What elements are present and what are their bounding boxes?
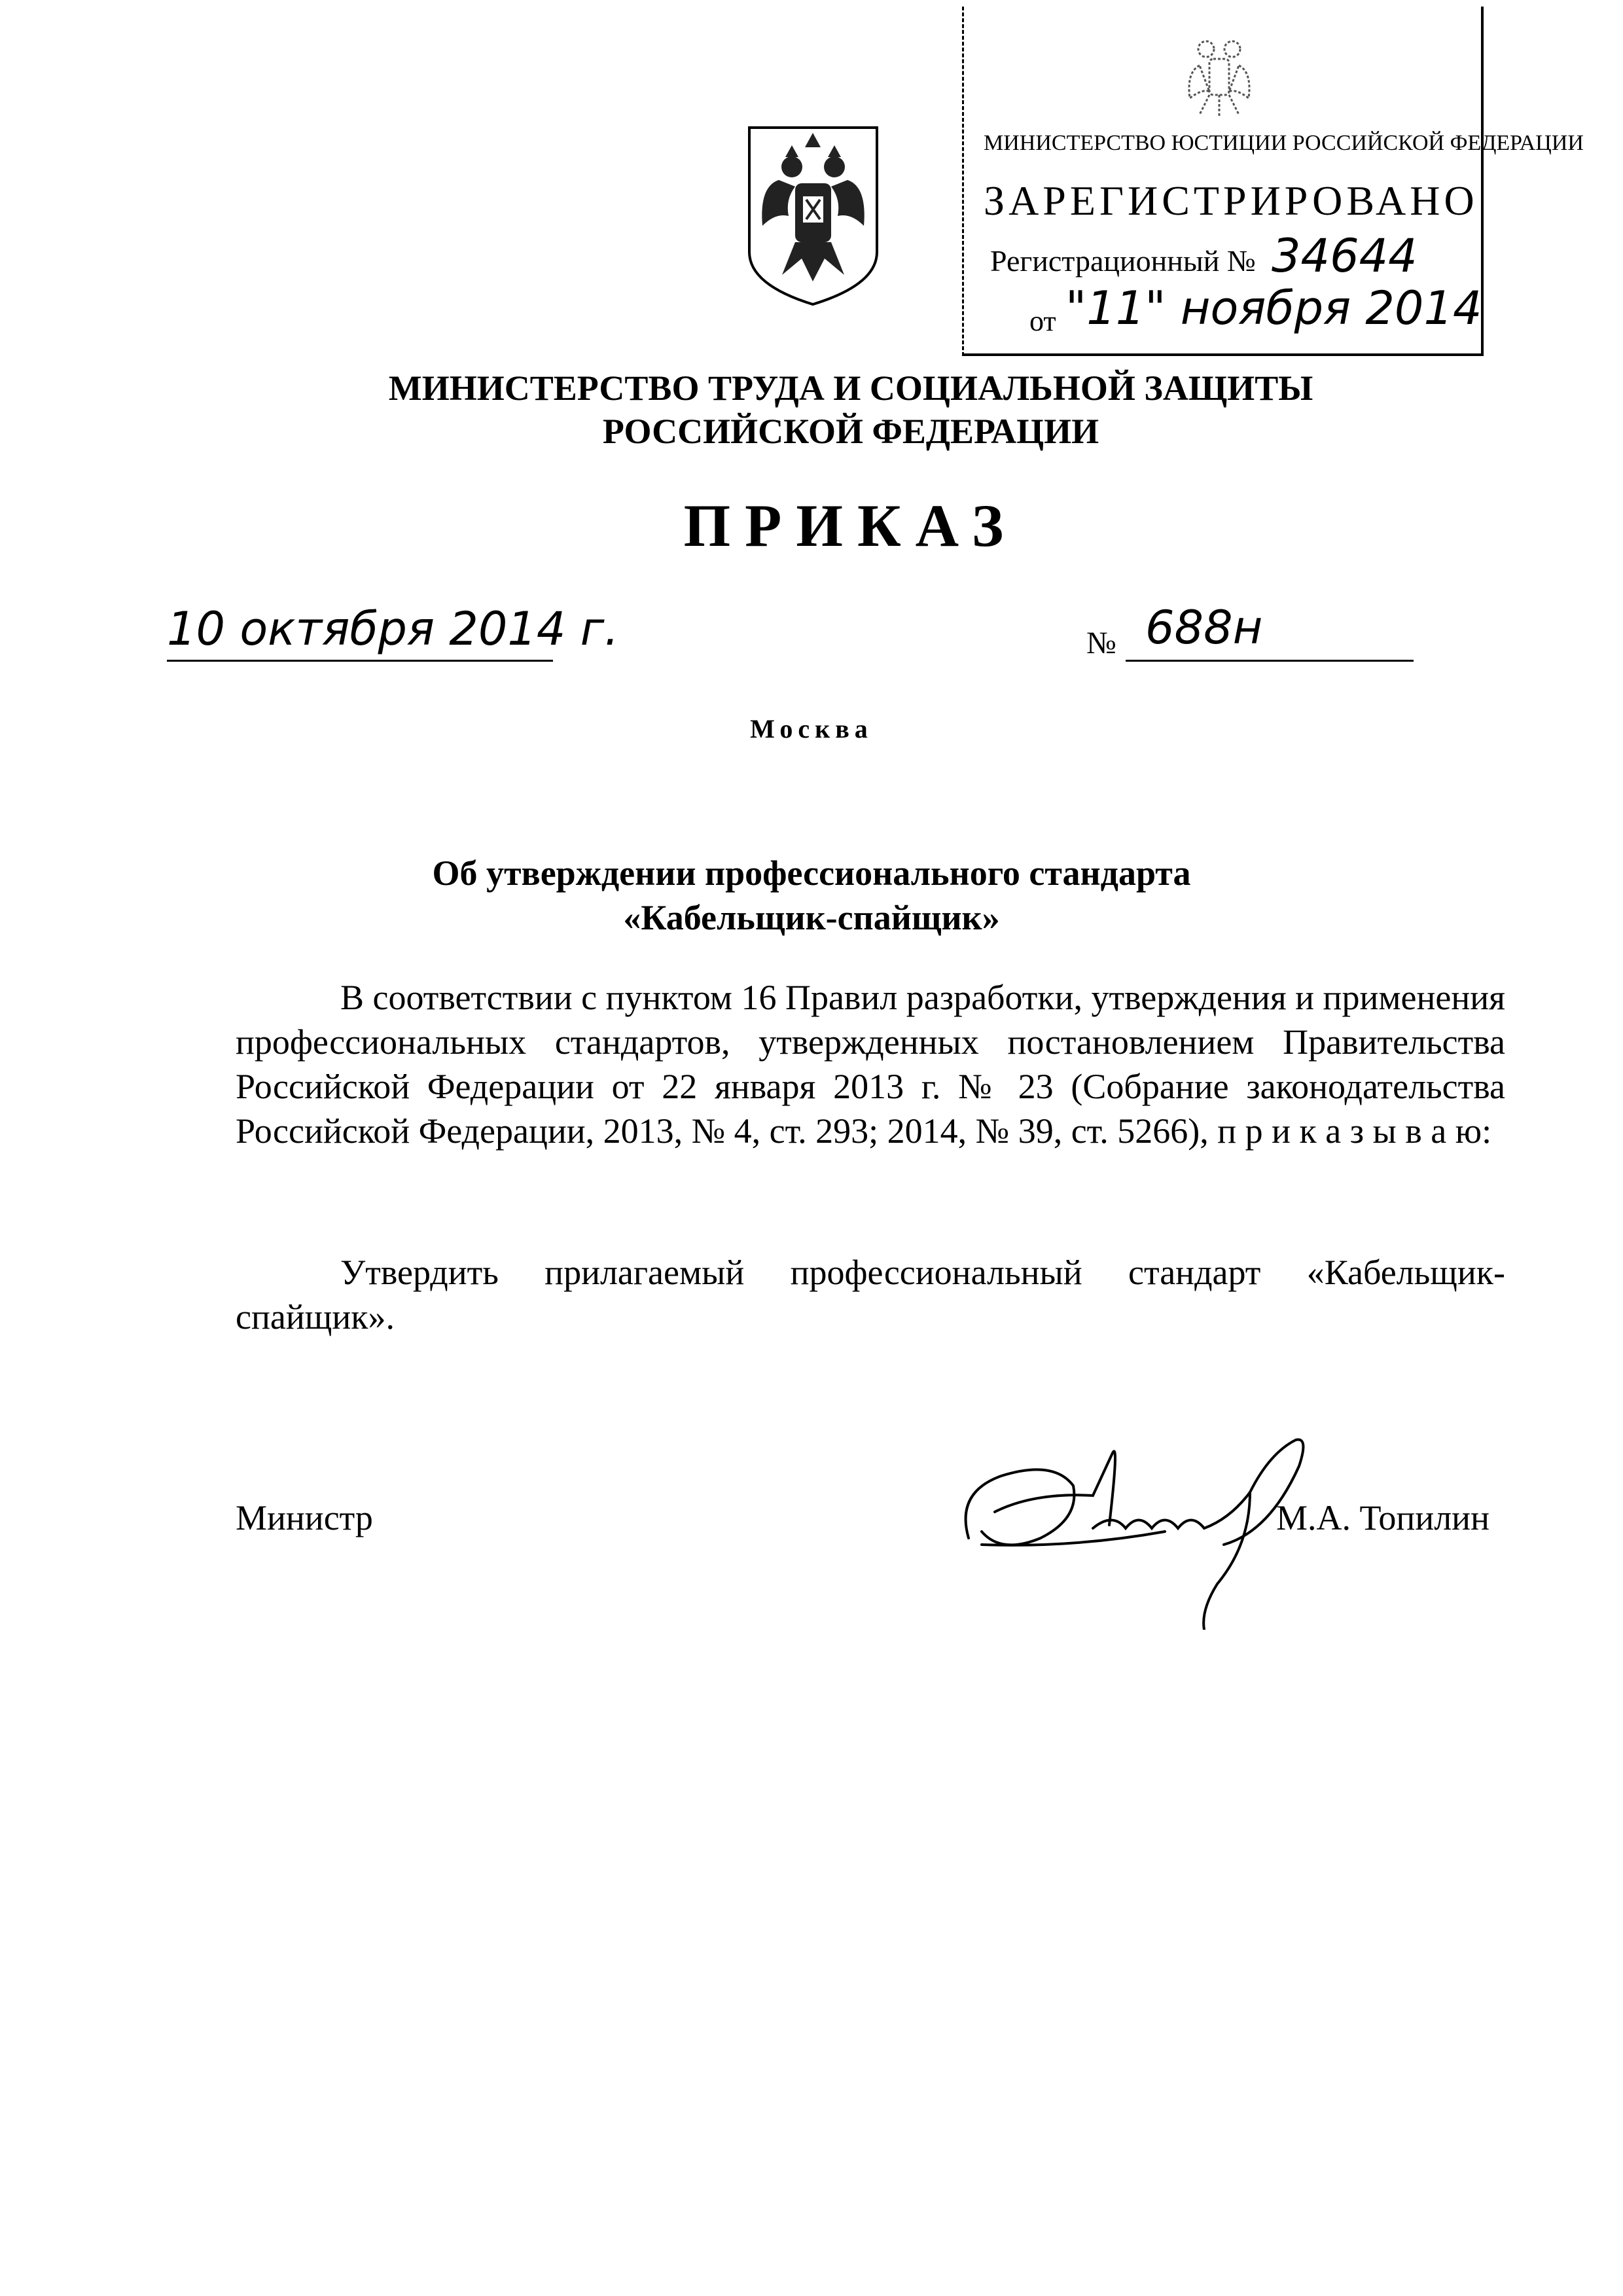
body-paragraph-2: Утвердить прилагаемый профессиональный стандарт «Кабельщик-спайщик». [236,1253,1505,1336]
stamp-date-label: от [1029,305,1056,337]
ministry-heading-line1: МИНИСТЕРСТВО ТРУДА И СОЦИАЛЬНОЙ ЗАЩИТЫ [388,368,1313,408]
stamp-status: ЗАРЕГИСТРИРОВАНО [984,177,1478,224]
stamp-emblem-icon [1180,26,1258,118]
signatory-title: Министр [236,1498,373,1537]
ministry-heading [0,367,1623,453]
signatory-name: М.А. Топилин [1276,1498,1489,1537]
order-subject-line1: Об утверждении профессионального стандарта [432,853,1191,893]
stamp-date-value: "11" ноября 2014 [1065,281,1482,335]
document-type-title: ПРИКАЗ [683,492,1018,559]
order-date: 10 октября 2014 г. [167,602,619,656]
body-paragraph-1: В соответствии с пунктом 16 Правил разработки, утверждения и применения профессиональных стандартов, утвержденных постановлением Правительства Российской Федерации от 22 января 2013 г. № 23 (Собрание законодательства Российской Федерации, 2013, № 4, ст. 293; 2014, № 39, ст. 5266), п р и к а з ы в а ю: [236,978,1505,1151]
order-number: 688н [1145,601,1263,655]
stamp-ministry-label: МИНИСТЕРСТВО ЮСТИЦИИ РОССИЙСКОЙ ФЕДЕРАЦИИ [984,131,1584,155]
city-label: Москва [750,714,873,744]
order-subject [0,851,1623,940]
stamp-regnum-label: Регистрационный № [990,244,1256,278]
order-number-underline [1126,660,1414,662]
coat-of-arms-emblem [740,121,887,308]
registration-stamp [962,7,1584,356]
order-number-sign: № [1086,626,1116,660]
order-subject-line2: «Кабельщик-спайщик» [623,898,1000,937]
ministry-heading-line2: РОССИЙСКОЙ ФЕДЕРАЦИИ [602,412,1099,451]
order-date-underline [167,660,553,662]
stamp-regnum-value: 34644 [1272,229,1418,283]
